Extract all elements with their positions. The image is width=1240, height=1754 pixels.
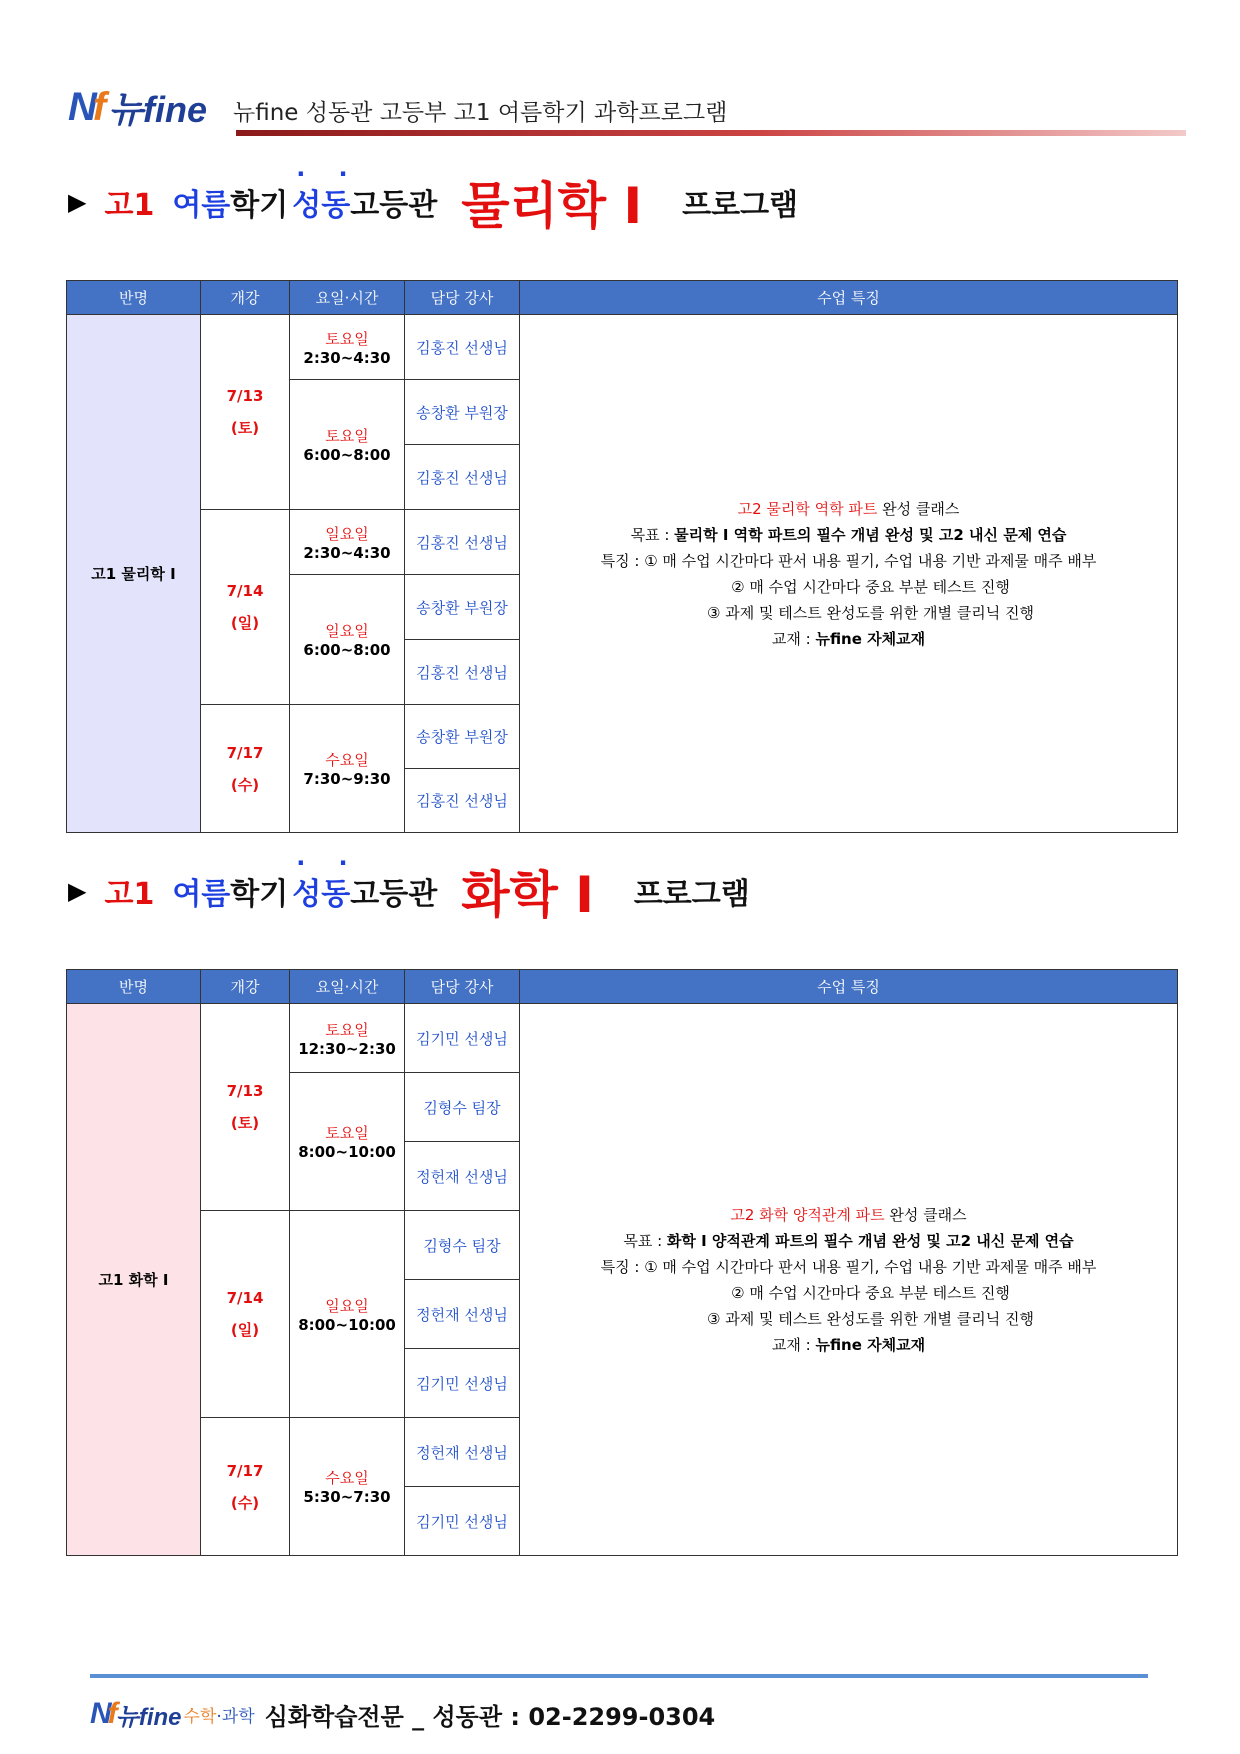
footer-logo-text: 뉴fine [115, 1703, 182, 1731]
footer-subjects: 수학·과학 [183, 1706, 255, 1727]
day-time: 토요일 6:00~8:00 [290, 380, 405, 510]
footer-slogan: 심화학습전문 _ 성동관 : 02-2299-0304 [264, 1702, 716, 1731]
start-date: 7/14 (일) [201, 510, 290, 705]
day-time: 일요일 2:30~4:30 [290, 510, 405, 575]
title-grade: 고1 [104, 877, 155, 912]
title-season: 여름 [172, 188, 231, 223]
col-header: 반명 [67, 281, 201, 315]
title-program: 프로그램 [682, 188, 799, 223]
class-name: 고1 물리학 I [67, 315, 201, 833]
teacher: 정헌재 선생님 [405, 1418, 520, 1487]
title-term: 학기 [230, 188, 289, 223]
title-program: 프로그램 [633, 877, 750, 912]
logo-mark [68, 85, 102, 130]
physics-schedule-table [66, 280, 1178, 833]
title-place: · · 성동 [292, 180, 350, 224]
day-time: 일요일 6:00~8:00 [290, 575, 405, 705]
teacher: 김홍진 선생님 [405, 640, 520, 705]
col-header: 담당 강사 [405, 970, 520, 1004]
physics-section-title [68, 167, 798, 237]
page-title: 뉴fine 성동관 고등부 고1 여름학기 과학프로그램 [233, 100, 728, 126]
col-header: 수업 특징 [520, 970, 1178, 1004]
footer-logo-mark [90, 1697, 114, 1731]
header-logo [68, 82, 207, 132]
title-subject: 물리학 I [461, 177, 643, 235]
col-header: 반명 [67, 970, 201, 1004]
title-term: 학기 [230, 877, 289, 912]
col-header: 담당 강사 [405, 281, 520, 315]
table-row [67, 315, 1178, 380]
teacher: 김홍진 선생님 [405, 510, 520, 575]
day-time: 수요일 5:30~7:30 [290, 1418, 405, 1556]
class-name: 고1 화학 I [67, 1004, 201, 1556]
chemistry-section-title [68, 856, 750, 926]
teacher: 김기민 선생님 [405, 1349, 520, 1418]
footer [90, 1694, 715, 1734]
triangle-icon: ▶ [68, 877, 87, 905]
day-time: 토요일 2:30~4:30 [290, 315, 405, 380]
title-grade: 고1 [104, 188, 155, 223]
teacher: 김홍진 선생님 [405, 315, 520, 380]
start-date: 7/14 (일) [201, 1211, 290, 1418]
day-time: 토요일 12:30~2:30 [290, 1004, 405, 1073]
class-features: 고2 물리학 역학 파트 완성 클래스 목표 : 물리학 I 역학 파트의 필수 개념 완성 및 고2 내신 문제 연습 특징 : ① 매 수업 시간마다 판서 내용 필기, 수업 내용 기반 과제물 매주 배부 ② 매 수업 시간마다 중요 부분 테스트 진행 ③ 과제 및 테스트 완성도를 위한 개별 클리닉 진행 교재 : 뉴fine 자체교재 [520, 315, 1178, 833]
title-building: 고등관 [350, 877, 438, 912]
col-header: 개강 [201, 281, 290, 315]
chemistry-schedule-table [66, 969, 1178, 1556]
title-subject: 화학 I [461, 866, 594, 924]
day-time: 수요일 7:30~9:30 [290, 705, 405, 833]
day-time: 일요일 8:00~10:00 [290, 1211, 405, 1418]
title-season: 여름 [172, 877, 231, 912]
logo-letter-n: N [90, 1697, 108, 1730]
teacher: 송창환 부원장 [405, 705, 520, 769]
col-header: 요일·시간 [290, 970, 405, 1004]
col-header: 수업 특징 [520, 281, 1178, 315]
header-divider [236, 130, 1186, 136]
teacher: 김홍진 선생님 [405, 445, 520, 510]
start-date: 7/13 (토) [201, 315, 290, 510]
table-header-row [67, 970, 1178, 1004]
start-date: 7/17 (수) [201, 1418, 290, 1556]
day-time: 토요일 8:00~10:00 [290, 1073, 405, 1211]
teacher: 김기민 선생님 [405, 1004, 520, 1073]
teacher: 김형수 팀장 [405, 1211, 520, 1280]
teacher: 송창환 부원장 [405, 575, 520, 640]
start-date: 7/13 (토) [201, 1004, 290, 1211]
table-row [67, 1004, 1178, 1073]
table-header-row [67, 281, 1178, 315]
teacher: 정헌재 선생님 [405, 1142, 520, 1211]
logo-text: 뉴fine [108, 88, 207, 130]
col-header: 개강 [201, 970, 290, 1004]
start-date: 7/17 (수) [201, 705, 290, 833]
class-features: 고2 화학 양적관계 파트 완성 클래스 목표 : 화학 I 양적관계 파트의 필수 개념 완성 및 고2 내신 문제 연습 특징 : ① 매 수업 시간마다 판서 내용 필기, 수업 내용 기반 과제물 매주 배부 ② 매 수업 시간마다 중요 부분 테스트 진행 ③ 과제 및 테스트 완성도를 위한 개별 클리닉 진행 교재 : 뉴fine 자체교재 [520, 1004, 1178, 1556]
logo-letter-n: N [68, 84, 93, 129]
teacher: 김기민 선생님 [405, 1487, 520, 1556]
teacher: 김홍진 선생님 [405, 769, 520, 833]
teacher: 송창환 부원장 [405, 380, 520, 445]
title-place: · · 성동 [292, 869, 350, 913]
logo-letter-f: f [92, 84, 103, 129]
logo-letter-f: f [107, 1697, 114, 1730]
teacher: 김형수 팀장 [405, 1073, 520, 1142]
col-header: 요일·시간 [290, 281, 405, 315]
footer-divider [90, 1674, 1148, 1678]
title-building: 고등관 [350, 188, 438, 223]
teacher: 정헌재 선생님 [405, 1280, 520, 1349]
triangle-icon: ▶ [68, 188, 87, 216]
